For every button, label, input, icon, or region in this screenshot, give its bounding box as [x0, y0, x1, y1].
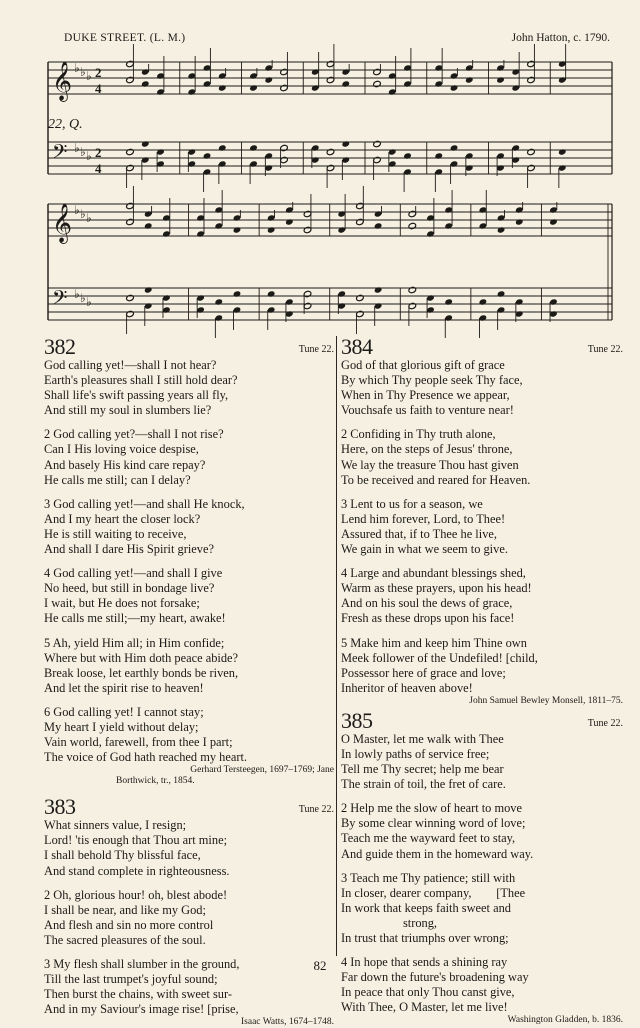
verse-line: And flesh and sin no more control	[44, 917, 214, 932]
hymn-385	[341, 709, 623, 1027]
verse-line: Lord! 'tis enough that Thou art mine;	[44, 833, 228, 848]
verse-line: And let the spirit rise to heaven!	[44, 680, 204, 695]
verse-line: And shall I dare His Spirit grieve?	[44, 542, 214, 557]
verse-line: In trust that triumphs over wrong;	[341, 931, 509, 945]
verse-line: Teach me the wayward feet to stay,	[341, 831, 516, 846]
verse-line: Shall life's swift passing years all fly,	[44, 388, 229, 403]
hymn-header	[341, 335, 623, 358]
svg-text:♭: ♭	[80, 291, 86, 305]
verse-line: 3 God calling yet!—and shall He knock,	[44, 496, 245, 511]
verse-line: He calls me still;—my heart, awake!	[44, 611, 226, 626]
verse-line: 5 Make him and keep him Thine own	[341, 635, 527, 650]
verse-line: Warm as these prayers, upon his head!	[341, 581, 532, 596]
verse-line: We gain in what we seem to give.	[341, 542, 508, 557]
tune-number-mark: 22, Q.	[48, 117, 83, 132]
hymn-header	[44, 795, 334, 818]
svg-text:♭: ♭	[74, 287, 80, 301]
left-column	[44, 335, 334, 1028]
svg-text:♭: ♭	[86, 69, 92, 83]
svg-text:♭: ♭	[74, 61, 80, 75]
verse-line: 2 God calling yet?—shall I not rise?	[44, 427, 224, 442]
stanza	[341, 636, 623, 696]
verse-line: Inheritor of heaven above!	[341, 680, 473, 695]
stanza	[44, 636, 334, 696]
hymn-attribution: Washington Gladden, b. 1836.	[507, 1015, 623, 1026]
verse-line: The voice of God hath reached my heart.	[44, 750, 247, 765]
column-divider	[336, 336, 337, 956]
hymn-383	[44, 795, 334, 1028]
verse-line: And still my soul in slumbers lie?	[44, 403, 212, 418]
stanza	[341, 801, 623, 861]
stanza	[44, 705, 334, 765]
verse-line: Far down the future's broadening way	[341, 970, 529, 985]
hymn-382	[44, 335, 334, 787]
verse-line: I wait, but He does not forsake;	[44, 596, 200, 611]
stanza	[44, 427, 334, 487]
tune-name: DUKE STREET. (L. M.)	[64, 32, 186, 44]
stanza	[341, 358, 623, 418]
verse-line: By some clear winning word of love;	[341, 816, 526, 831]
verse-line: We lay the treasure Thou hast given	[341, 457, 519, 472]
verse-line: And stand complete in righteousness.	[44, 863, 230, 878]
tune-composer: John Hatton, c. 1790.	[511, 32, 610, 44]
tune-reference: Tune 22.	[587, 717, 623, 729]
verse-line: The sacred pleasures of the soul.	[44, 932, 206, 947]
svg-text:𝄞: 𝄞	[52, 61, 73, 101]
stanza	[341, 427, 623, 487]
verse-line: By which Thy people seek Thy face,	[341, 373, 523, 388]
hymn-attribution: Gerhard Tersteegen, 1697–1769; Jane	[190, 765, 334, 776]
svg-text:♭: ♭	[86, 295, 92, 309]
verse-line: Can I His loving voice despise,	[44, 442, 199, 457]
svg-text:♭: ♭	[80, 145, 86, 159]
verse-line: And in my Saviour's image rise! [prise,	[44, 1002, 239, 1017]
verse-line: 2 Help me the slow of heart to move	[341, 801, 522, 816]
verse-line: Then burst the chains, with sweet sur-	[44, 987, 232, 1002]
verse-line: I shall behold Thy blissful face,	[44, 848, 201, 863]
hymn-number: 382	[44, 334, 76, 359]
verse-line: Vouchsafe us faith to venture near!	[341, 403, 514, 418]
hymn-number: 384	[341, 334, 373, 359]
verse-line: And basely His kind care repay?	[44, 457, 206, 472]
verse-line: Here, on the steps of Jesus' throne,	[341, 442, 513, 457]
svg-text:𝄢: 𝄢	[52, 140, 68, 168]
svg-text:♭: ♭	[80, 65, 86, 79]
verse-line: And guide them in the homeward way.	[341, 846, 534, 861]
tune-reference: Tune 22.	[298, 804, 334, 816]
verse-line: Where but with Him doth peace abide?	[44, 650, 239, 665]
hymn-number: 383	[44, 794, 76, 820]
verse-line: Break loose, let earthly bonds be riven,	[44, 665, 239, 680]
hymn-number: 385	[341, 707, 373, 733]
svg-text:♭: ♭	[86, 211, 92, 225]
music-score	[0, 0, 640, 340]
verse-line: When in Thy Presence we appear,	[341, 388, 510, 403]
verse-line: Till the last trumpet's joyful sound;	[44, 972, 218, 987]
svg-text:𝄢: 𝄢	[52, 286, 68, 314]
verse-line: God calling yet!—shall I not hear?	[44, 358, 217, 372]
verse-line: With Thee, O Master, let me live!	[341, 1000, 508, 1015]
verse-line: In lowly paths of service free;	[341, 746, 490, 761]
verse-line: Meek follower of the Undefiled! [child,	[341, 650, 538, 665]
stanza	[44, 358, 334, 418]
verse-line: 4 In hope that sends a shining ray	[341, 955, 508, 970]
verse-line: Lend him forever, Lord, to Thee!	[341, 511, 506, 526]
verse-line: Earth's pleasures shall I still hold dear?	[44, 373, 238, 388]
stanza	[44, 818, 334, 878]
verse-line: And I my heart the closer lock?	[44, 511, 201, 526]
verse-line: 4 Large and abundant blessings shed,	[341, 566, 526, 581]
hymn-header	[44, 335, 334, 358]
verse-line: No heed, but still in bondage live?	[44, 581, 215, 596]
verse-line: What sinners value, I resign;	[44, 818, 187, 833]
verse-line: And on his soul the dews of grace,	[341, 596, 513, 611]
stanza	[341, 871, 623, 946]
verse-line: In closer, dearer company, [Thee	[341, 885, 526, 900]
verse-line: In peace that only Thou canst give,	[341, 985, 515, 1000]
verse-line: I shall be near, and like my God;	[44, 902, 206, 917]
svg-text:2: 2	[95, 145, 102, 160]
svg-text:♭: ♭	[86, 149, 92, 163]
verse-line: Possessor here of grace and love;	[341, 665, 506, 680]
verse-line: O Master, let me walk with Thee	[341, 731, 504, 746]
verse-line: He is still waiting to receive,	[44, 526, 187, 541]
verse-line: He calls me still; can I delay?	[44, 472, 191, 487]
hymn-attribution: Borthwick, tr., 1854.	[116, 776, 195, 787]
svg-text:4: 4	[95, 81, 102, 96]
stanza	[341, 566, 623, 626]
stanza	[341, 497, 623, 557]
verse-line: God of that glorious gift of grace	[341, 358, 505, 372]
verse-line: To be received and reared for Heaven.	[341, 472, 531, 487]
verse-line: 2 Oh, glorious hour! oh, blest abode!	[44, 887, 228, 902]
verse-line: strong,	[341, 915, 438, 930]
right-column	[341, 335, 623, 1026]
svg-text:𝄞: 𝄞	[52, 203, 73, 243]
verse-line: 2 Confiding in Thy truth alone,	[341, 427, 496, 442]
verse-line: Assured that, if to Thee he live,	[341, 526, 497, 541]
hymn-header	[341, 709, 623, 732]
verse-line: In work that keeps faith sweet and	[341, 900, 511, 915]
svg-text:4: 4	[95, 161, 102, 176]
stanza	[341, 732, 623, 792]
verse-line: 4 God calling yet!—and shall I give	[44, 566, 223, 581]
svg-text:♭: ♭	[80, 207, 86, 221]
verse-line: Fresh as these drops upon his face!	[341, 611, 515, 626]
verse-line: 5 Ah, yield Him all; in Him confide;	[44, 635, 225, 650]
page-number: 82	[313, 958, 327, 973]
hymn-attribution: John Samuel Bewley Monsell, 1811–75.	[469, 695, 623, 706]
svg-text:♭: ♭	[74, 203, 80, 217]
svg-text:2: 2	[95, 65, 102, 80]
hymn-attribution: Isaac Watts, 1674–1748.	[241, 1017, 334, 1028]
tune-reference: Tune 22.	[587, 344, 623, 355]
hymn-384	[341, 335, 623, 707]
stanza	[44, 497, 334, 557]
verse-line: 3 My flesh shall slumber in the ground,	[44, 957, 240, 971]
verse-line: Tell me Thy secret; help me bear	[341, 762, 504, 777]
tune-reference: Tune 22.	[298, 344, 334, 355]
verse-line: 6 God calling yet! I cannot stay;	[44, 704, 204, 719]
stanza	[44, 888, 334, 948]
stanza	[44, 566, 334, 626]
verse-line: 3 Teach me Thy patience; still with	[341, 870, 516, 885]
verse-line: My heart I yield without delay;	[44, 719, 199, 734]
verse-line: The strain of toil, the fret of care.	[341, 777, 506, 792]
verse-line: 3 Lent to us for a season, we	[341, 496, 483, 511]
svg-text:♭: ♭	[74, 141, 80, 155]
verse-line: Vain world, farewell, from thee I part;	[44, 735, 233, 750]
